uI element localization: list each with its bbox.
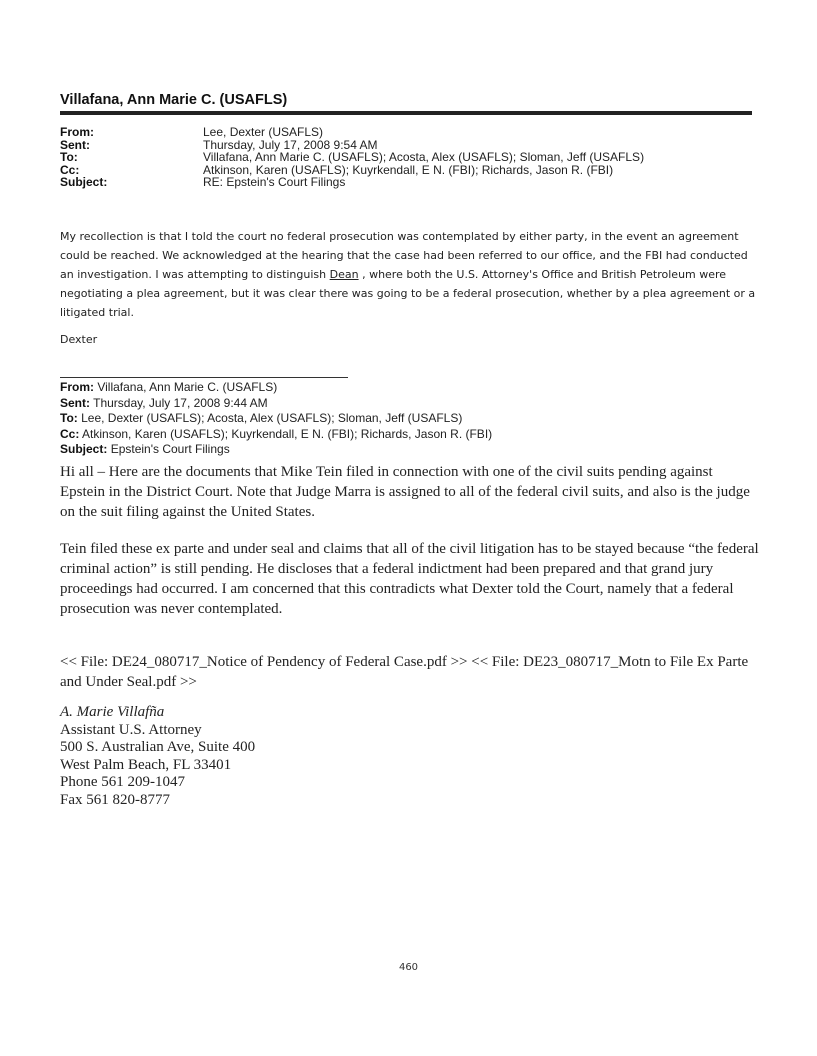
original-signature-block (60, 704, 460, 810)
sent-value: Thursday, July 17, 2008 9:54 AM (203, 137, 378, 152)
original-sent-row (60, 396, 760, 412)
orig-sent-value: Thursday, July 17, 2008 9:44 AM (93, 395, 268, 410)
to-value: Villafana, Ann Marie C. (USAFLS); Acosta, Alex (USAFLS); Sloman, Jeff (USAFLS) (203, 150, 645, 164)
orig-cc-value: Atkinson, Karen (USAFLS); Kuyrkendall, E N. (FBI); Richards, Jason R. (FBI) (82, 426, 493, 441)
reply-subject-row (60, 176, 760, 189)
original-to-row (60, 411, 760, 427)
orig-subject-label: Subject: (60, 442, 108, 456)
sent-label: Sent: (60, 137, 90, 152)
reply-text-part2: , where both the U.S. Attorney's Office and British Petroleum were negotiating a plea agreement, but it was clear there was going to be a federal prosecution, whether by a plea agreement or a litigated trial. (60, 268, 756, 319)
orig-from-label: From: (60, 380, 94, 394)
signature-name: A. Marie Villafña (60, 704, 165, 720)
reply-signature: Dexter (60, 333, 98, 346)
orig-sent-label: Sent: (60, 395, 90, 410)
subject-label: Subject: (60, 175, 108, 189)
reply-cc-row (60, 164, 760, 177)
signature-phone: Phone 561 209-1047 (60, 774, 185, 791)
orig-to-label: To: (60, 411, 78, 425)
page-number: 460 (398, 962, 419, 973)
signature-address-line2: West Palm Beach, FL 33401 (60, 756, 232, 773)
case-name-dean: Dean (329, 268, 359, 281)
mailbox-owner-name: Villafana, Ann Marie C. (USAFLS) (60, 92, 288, 108)
signature-address-line1: 500 S. Australian Ave, Suite 400 (60, 739, 256, 756)
from-label: From: (60, 125, 94, 139)
orig-from-value: Villafana, Ann Marie C. (USAFLS) (97, 380, 278, 394)
orig-subject-value: Epstein's Court Filings (110, 442, 230, 456)
reply-paragraph (60, 227, 760, 322)
original-from-row (60, 380, 760, 396)
signature-fax: Fax 561 820-8777 (60, 791, 170, 808)
original-paragraph-1: Hi all – Here are the documents that Mike Tein filed in connection with one of the civil suits pending against Epstein in the District Court. Note that Judge Marra is assigned to all of the federal civil suits, and also is the judge on the suit filing against the United States. (60, 464, 750, 520)
quote-separator (60, 377, 348, 378)
orig-cc-label: Cc: (60, 426, 80, 441)
to-label: To: (60, 150, 78, 164)
reply-text-part1: My recollection is that I told the court no federal prosecution was contemplated by either party, in the event an agreement could be reached. We acknowledged at the hearing that the case had been referred to our office, and the FBI had conducted an investigation. I was attempting to distinguish (60, 230, 748, 281)
reply-from-row (60, 126, 760, 139)
original-header-block (60, 380, 760, 458)
signature-title: Assistant U.S. Attorney (60, 721, 202, 738)
reply-to-row (60, 151, 760, 164)
original-cc-row (60, 427, 760, 443)
reply-body (60, 227, 760, 322)
attachments-line: << File: DE24_080717_Notice of Pendency of Federal Case.pdf >> << File: DE23_080717_Motn to File Ex Parte and Under Seal.pdf >> (60, 654, 749, 690)
header-rule (60, 111, 752, 115)
cc-label: Cc: (60, 162, 80, 177)
from-value: Lee, Dexter (USAFLS) (203, 125, 324, 139)
original-subject-row (60, 442, 760, 458)
original-body (60, 462, 760, 636)
reply-header-block (60, 126, 760, 189)
subject-value: RE: Epstein's Court Filings (203, 175, 346, 189)
cc-value: Atkinson, Karen (USAFLS); Kuyrkendall, E N. (FBI); Richards, Jason R. (FBI) (203, 162, 614, 177)
original-paragraph-2: Tein filed these ex parte and under seal and claims that all of the civil litigation has to be stayed because “the federal criminal action” is still pending. He discloses that a federal indictment had been prepared and that grand jury proceedings had occurred. I am concerned that this contradicts what Dexter told the Court, namely that a federal prosecution was never contemplated. (60, 541, 759, 617)
orig-to-value: Lee, Dexter (USAFLS); Acosta, Alex (USAFLS); Sloman, Jeff (USAFLS) (81, 411, 463, 425)
